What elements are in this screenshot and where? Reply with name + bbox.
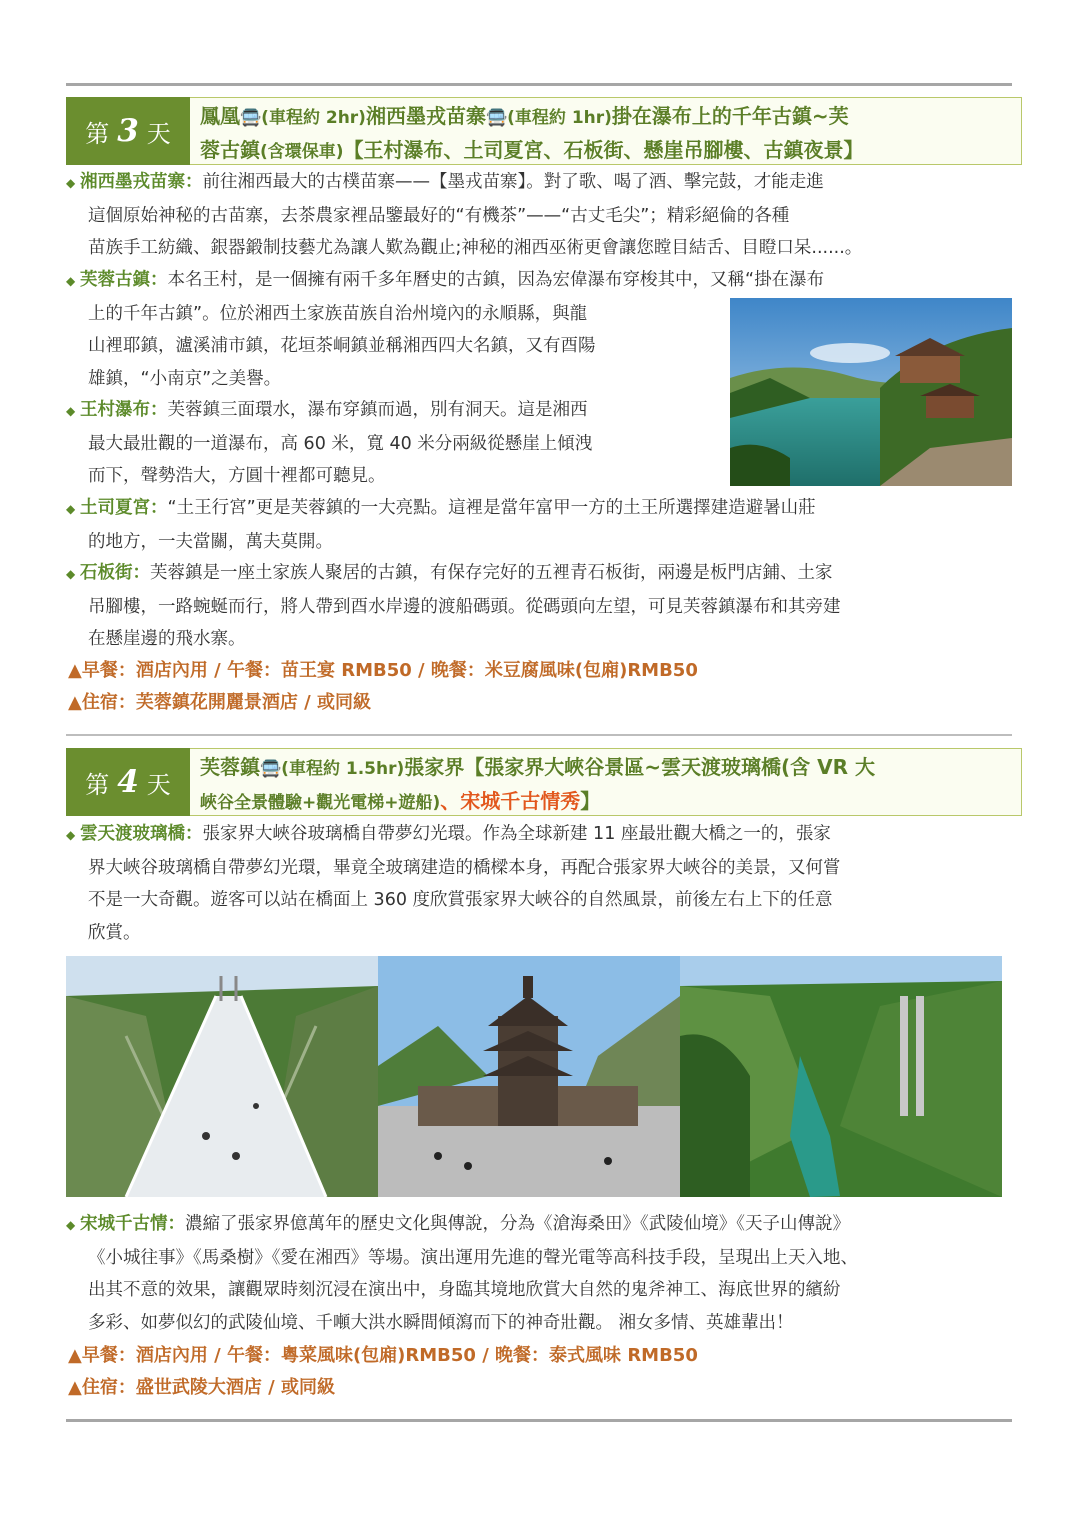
day4-badge-suffix: 天	[146, 770, 171, 799]
day3-title	[190, 97, 1022, 165]
day3-lodging: ▲住宿：芙蓉鎮花開麗景酒店 / 或同級	[68, 692, 371, 713]
item-text: 本名王村，是一個擁有兩千多年曆史的古鎮，因為宏偉瀑布穿梭其中，又稱“掛在瀑布	[167, 270, 825, 290]
top-divider	[66, 83, 1012, 86]
item-text: 在懸崖邊的飛水寨。	[88, 629, 246, 649]
day3-badge-number: 3	[117, 113, 139, 149]
bus-icon: 🚍	[260, 759, 282, 779]
item-text: 《小城往事》《馬桑樹》《愛在湘西》等場。演出運用先進的聲光電等高科技手段，呈現出上天入地、	[88, 1247, 858, 1268]
day3-title-part5: 掛在瀑布上的千年古鎮~芙	[611, 104, 849, 128]
item-text: 濃縮了張家界億萬年的歷史文化與傳說，分為《滄海桑田》《武陵仙境》《天子山傳說》	[185, 1214, 850, 1234]
day3-item-miao-village	[66, 166, 1016, 265]
item-text: 苗族手工紡織、銀器鍛制技藝尤為讓人歎為觀止;神秘的湘西巫術更會讓您瞠目結舌、目瞪口呆......。	[88, 238, 863, 258]
day4-item-glass-bridge	[66, 818, 1016, 949]
day3-item-wangcun-waterfall	[66, 394, 726, 493]
day4-title-part3: 張家界【張家界大峽谷景區~雲天渡玻璃橋	[404, 755, 781, 779]
day4-title-part4: (含 VR 大	[781, 755, 875, 779]
furong-town-photo	[730, 298, 1012, 486]
day4-badge	[66, 748, 190, 816]
bullet-icon: ◆	[66, 404, 76, 418]
day4-title-part6: 、	[440, 789, 461, 813]
day4-title-part1: 芙蓉鎮	[200, 755, 260, 779]
bullet-icon: ◆	[66, 274, 76, 288]
item-text: 芙蓉鎮是一座土家族人聚居的古鎮，有保存完好的五裡青石板街，兩邊是板門店鋪、土家	[150, 563, 833, 583]
item-text: 芙蓉鎮三面環水，瀑布穿鎮而過，別有洞天。這是湘西	[167, 400, 588, 420]
day4-badge-prefix: 第	[85, 770, 110, 799]
day4-title-part2: (車程約 1.5hr)	[281, 759, 405, 779]
day3-title-part3: 湘西墨戎苗寨	[365, 104, 486, 128]
day3-item-stone-street	[66, 557, 1016, 656]
glass-bridge-photo	[66, 956, 378, 1197]
day3-title-part6: 蓉古鎮	[200, 138, 260, 162]
item-label: 土司夏宮：	[80, 498, 168, 518]
day4-title-part5: 峽谷全景體驗+觀光電梯+遊船)	[200, 793, 441, 813]
bullet-icon: ◆	[66, 176, 76, 190]
item-label: 宋城千古情：	[80, 1214, 185, 1234]
day4-title-part7: 宋城千古情秀	[460, 789, 581, 813]
bullet-icon: ◆	[66, 828, 76, 842]
item-text: “土王行宮”更是芙蓉鎮的一大亮點。這裡是當年富甲一方的土王所選擇建造避暑山莊	[167, 498, 816, 518]
day4-title-part8: 】	[580, 789, 601, 813]
item-text: 的地方，一夫當關，萬夫莫開。	[88, 531, 333, 552]
day3-item-tusi-palace	[66, 492, 1016, 558]
bullet-icon: ◆	[66, 502, 76, 516]
pagoda-photo	[378, 956, 680, 1197]
item-text: 吊腳樓，一路蜿蜒而行，將人帶到酉水岸邊的渡船碼頭。從碼頭向左望，可見芙蓉鎮瀑布和其旁建	[88, 596, 841, 617]
day3-title-part4: (車程約 1hr)	[507, 108, 612, 128]
day3-title-part2: (車程約 2hr)	[261, 108, 366, 128]
item-text: 這個原始神秘的古苗寨，去茶農家裡品鑒最好的“有機茶”——“古丈毛尖”；精彩絕倫的各種	[88, 205, 790, 226]
day4-meals: ▲早餐：酒店內用 / 午餐：粵菜風味(包廂)RMB50 / 晚餐：泰式風味 RMB50	[68, 1345, 698, 1366]
day3-title-part1: 鳳凰	[200, 104, 240, 128]
day4-lodging: ▲住宿：盛世武陵大酒店 / 或同級	[68, 1377, 335, 1398]
bus-icon: 🚍	[240, 108, 262, 128]
canyon-photo	[680, 956, 1002, 1197]
bullet-icon: ◆	[66, 567, 76, 581]
day4-header	[66, 748, 1022, 816]
day4-item-songcheng-show	[66, 1208, 1016, 1339]
item-text: 欣賞。	[88, 922, 141, 943]
item-text: 界大峽谷玻璃橋自帶夢幻光環，畢竟全玻璃建造的橋樑本身，再配合張家界大峽谷的美景，又何嘗	[88, 857, 841, 878]
item-text: 不是一大奇觀。遊客可以站在橋面上 360 度欣賞張家界大峽谷的自然風景，前後左右上下的任意	[88, 890, 833, 910]
day3-badge-prefix: 第	[85, 119, 110, 148]
item-label: 湘西墨戎苗寨：	[80, 172, 203, 192]
item-label: 芙蓉古鎮：	[80, 270, 168, 290]
day3-badge	[66, 97, 190, 165]
item-text: 最大最壯觀的一道瀑布，高 60 米，寬 40 米分兩級從懸崖上傾洩	[88, 433, 593, 454]
item-label: 王村瀑布：	[80, 400, 168, 420]
day3-header	[66, 97, 1022, 165]
bus-icon: 🚍	[485, 108, 508, 128]
item-text: 多彩、如夢似幻的武陵仙境、千噸大洪水瞬間傾瀉而下的神奇壯觀。 湘女多情、英雄輩出！	[88, 1312, 794, 1333]
item-text: 張家界大峽谷玻璃橋自帶夢幻光環。作為全球新建 11 座最壯觀大橋之一的，張家	[202, 824, 831, 844]
item-label: 雲天渡玻璃橋：	[80, 824, 203, 844]
bullet-icon: ◆	[66, 1218, 76, 1232]
day3-title-part8: 【王村瀑布、土司夏宮、石板街、懸崖吊腳樓、古鎮夜景】	[343, 138, 864, 162]
day3-title-part7: (含環保車)	[260, 142, 344, 162]
section-divider	[66, 734, 1012, 736]
day3-meals: ▲早餐：酒店內用 / 午餐：苗王宴 RMB50 / 晚餐：米豆腐風味(包廂)RMB50	[68, 660, 698, 681]
day3-badge-suffix: 天	[146, 119, 171, 148]
item-text: 出其不意的效果，讓觀眾時刻沉浸在演出中，身臨其境地欣賞大自然的鬼斧神工、海底世界的繽紛	[88, 1280, 841, 1300]
day4-badge-number: 4	[117, 764, 139, 800]
item-text: 前往湘西最大的古樸苗寨——【墨戎苗寨】。對了歌、喝了酒、擊完鼓，才能走進	[202, 172, 824, 192]
day4-title	[190, 748, 1022, 816]
item-text: 雄鎮，“小南京”之美譽。	[88, 368, 282, 389]
item-text: 上的千年古鎮”。位於湘西土家族苗族自治州境內的永順縣，與龍	[88, 303, 588, 324]
item-text: 而下，聲勢浩大，方圓十裡都可聽見。	[88, 466, 386, 486]
item-label: 石板街：	[80, 563, 150, 583]
bottom-divider	[66, 1419, 1012, 1422]
item-text: 山裡耶鎮，瀘溪浦市鎮，花垣茶峒鎮並稱湘西四大名鎮，又有酉陽	[88, 336, 596, 356]
